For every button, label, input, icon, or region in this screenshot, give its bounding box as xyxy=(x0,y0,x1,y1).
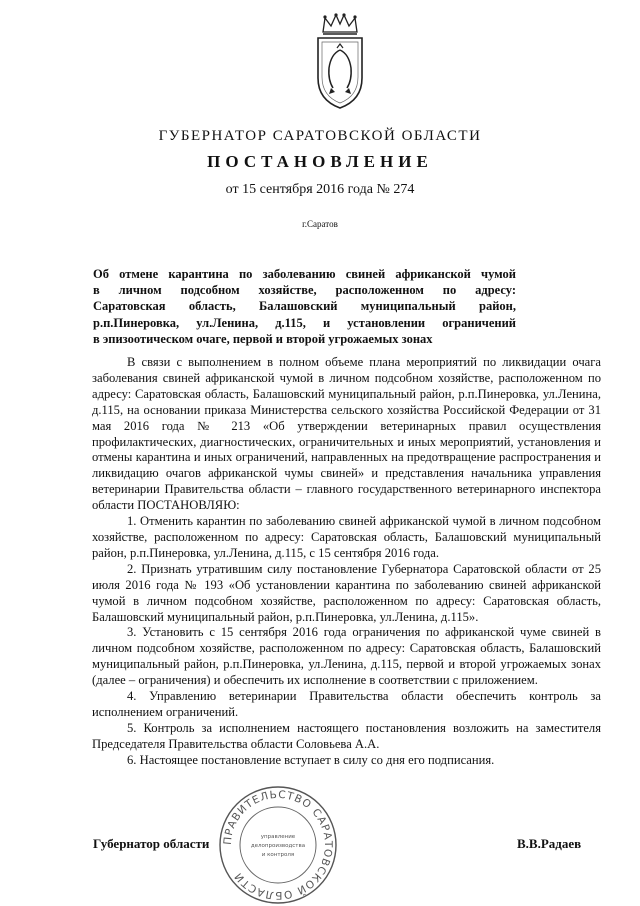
document-date-number: от 15 сентября 2016 года № 274 xyxy=(225,182,415,197)
resolution-item: 2. Признать утратившим силу постановление Губернатора Саратовской области от 25 июля 2016 года № 193 «Об установлении карантина по заболеванию свиней африканской чумой в личном подсобном хозяйстве, расположенном по адресу: Саратовская область, Балашовский муниципальный район, р.п.Пинеровка, ул.Ленина, д.115». xyxy=(92,561,601,624)
subject-line: Об отмене карантина по заболеванию свиней африканской чумой xyxy=(93,267,516,281)
document-body xyxy=(92,355,601,769)
preamble-paragraph: В связи с выполнением в полном объеме плана мероприятий по ликвидации очага заболевания свиней африканской чумой в личном подсобном хозяйстве, расположенном по адресу: Саратовская область, Балашовский муниципальный район, р.п.Пинеровка, ул.Ленина, д.115, на основании приказа Министерства сельского хозяйства Российской Федерации от 31 мая 2016 года № 213 «Об утверждении ветеринарных правил осуществления профилактических, диагностических, ограничительных и иных мероприятий, установления и отмены карантина и иных ограничений, направленных на предотвращение распространения и ликвидацию очагов африканской чумы свиней» и представления начальника управления ветеринарии Правительства области – главного государственного ветеринарного инспектора области ПОСТАНОВЛЯЮ: xyxy=(92,355,601,513)
document-subject xyxy=(93,266,516,347)
document-city: г.Саратов xyxy=(302,219,338,229)
subject-line: р.п.Пинеровка, ул.Ленина, д.115, и установлении ограничений xyxy=(93,315,516,330)
resolution-item: 3. Установить с 15 сентября 2016 года ограничения по африканской чуме свиней в личном подсобном хозяйстве, расположенном по адресу: Саратовская область, Балашовский муниципальный район, р.п.Пинеровка, ул.Ленина, д.115, первой и второй угрожаемых зонах (далее – ограничения) и обеспечить их исполнение в соответствии с приложением. xyxy=(92,625,601,688)
resolution-item: 5. Контроль за исполнением настоящего постановления возложить на заместителя Председателя Правительства области Соловьева А.А. xyxy=(92,720,601,751)
stamp-center-line: и контроля xyxy=(261,852,295,858)
signatory-name: В.В.Радаев xyxy=(517,836,582,851)
signatory-position: Губернатор области xyxy=(93,836,210,851)
coat-of-arms-icon xyxy=(309,12,371,112)
subject-line: в эпизоотическом очаге, первой и второй угрожаемых зонах xyxy=(93,331,433,346)
document-type: ПОСТАНОВЛЕНИЕ xyxy=(207,152,433,171)
stamp-ring-text: ПРАВИТЕЛЬСТВО САРАТОВСКОЙ ОБЛАСТИ xyxy=(221,788,335,902)
stamp-center-line: делопроизводства xyxy=(250,843,306,849)
resolution-item: 6. Настоящее постановление вступает в силу со дня его подписания. xyxy=(127,752,495,767)
authority-title: ГУБЕРНАТОР САРАТОВСКОЙ ОБЛАСТИ xyxy=(158,128,482,144)
resolution-item: 1. Отменить карантин по заболеванию свиней африканской чумой в личном подсобном хозяйстве, расположенном по адресу: Саратовская область, Балашовский муниципальный район, р.п.Пинеровка, ул.Ленина, д.115, с 15 сентября 2016 года. xyxy=(92,514,601,560)
subject-line: в личном подсобном хозяйстве, расположенном по адресу: xyxy=(93,283,516,298)
stamp-center-line: управление xyxy=(260,834,296,840)
official-stamp xyxy=(217,784,339,906)
subject-line: Саратовская область, Балашовский муниципальный район, xyxy=(93,299,516,314)
resolution-item: 4. Управлению ветеринарии Правительства области обеспечить контроль за исполнением ограничений. xyxy=(92,689,601,719)
